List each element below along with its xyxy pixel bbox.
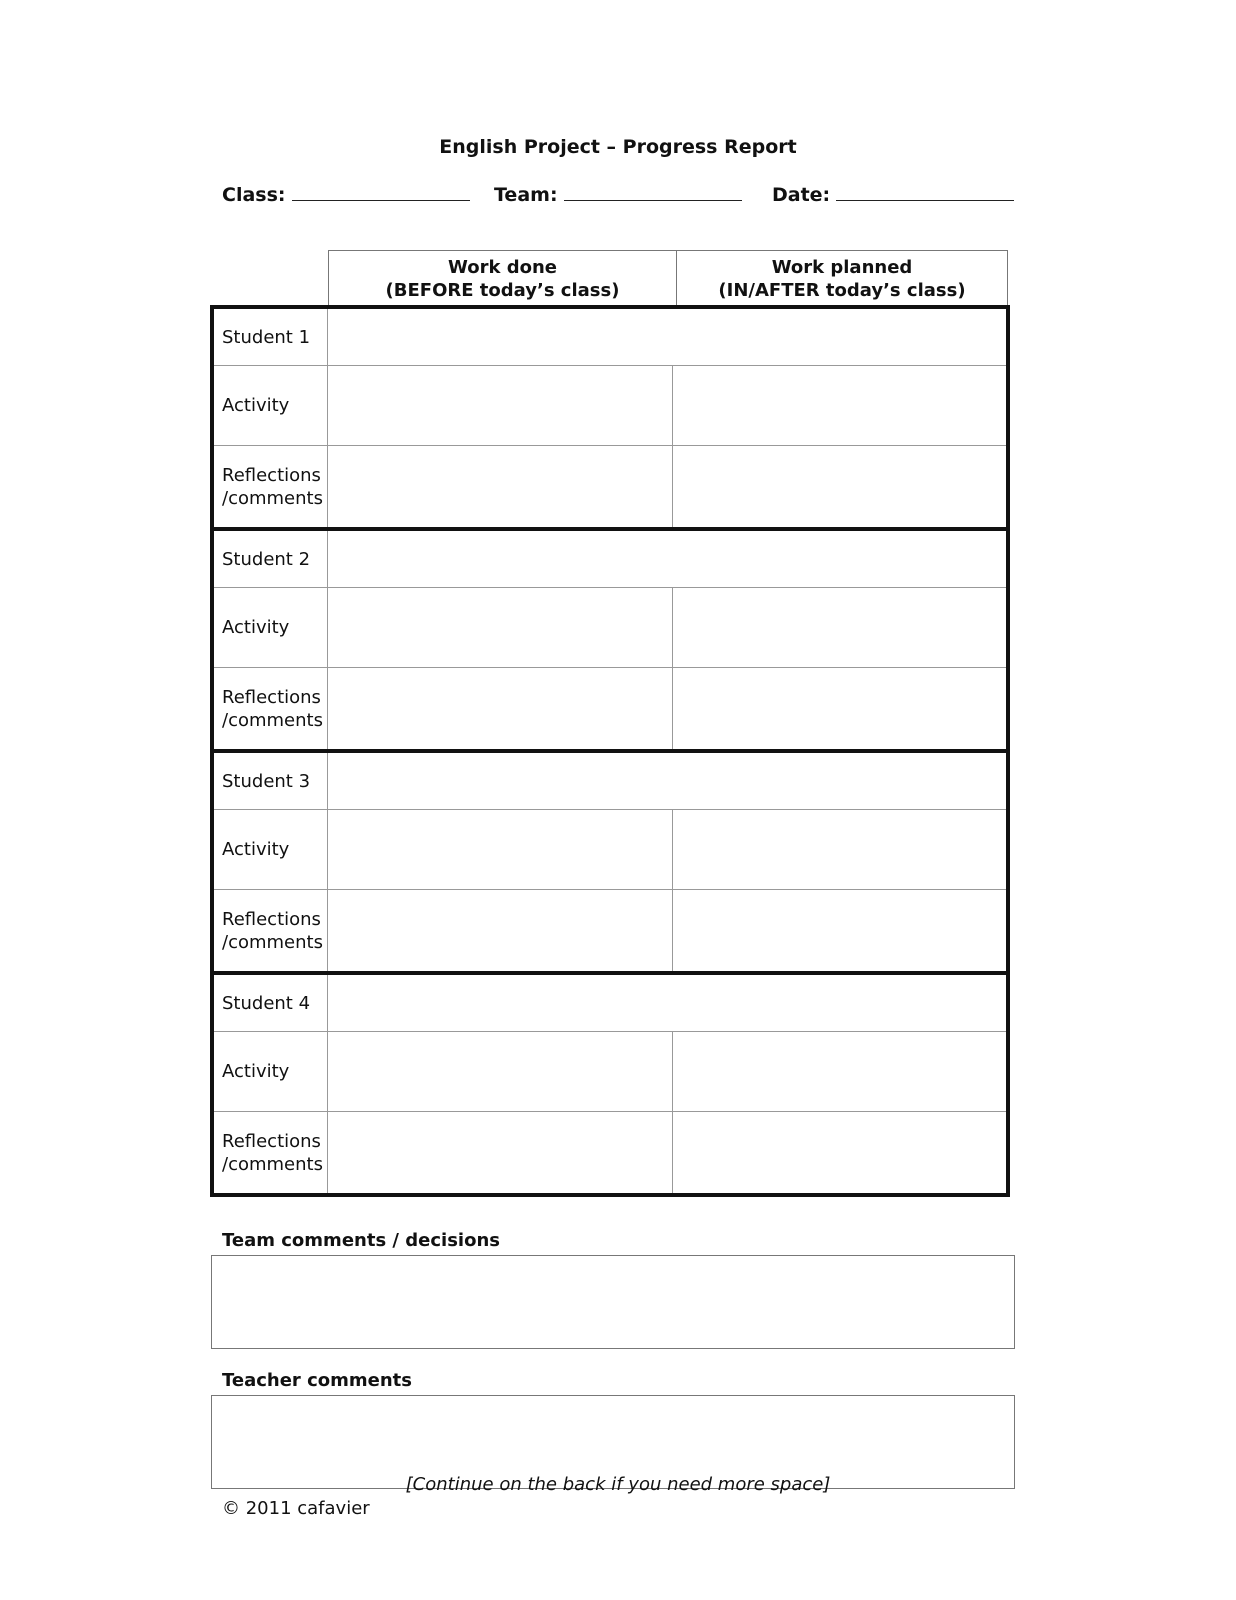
date-field[interactable]	[772, 182, 1014, 206]
student-block	[210, 305, 1010, 531]
work-done-cell[interactable]	[328, 810, 673, 889]
team-blank-line[interactable]	[564, 182, 742, 201]
work-done-cell[interactable]	[328, 1112, 673, 1193]
teacher-comments-label: Teacher comments	[222, 1370, 412, 1391]
student-name-row[interactable]	[214, 531, 1006, 587]
activity-label: Activity	[214, 810, 328, 889]
activity-row[interactable]	[214, 587, 1006, 667]
student-block	[210, 971, 1010, 1197]
work-done-title: Work done	[448, 257, 557, 278]
work-planned-subtitle: (IN/AFTER today’s class)	[718, 280, 966, 301]
reflections-row[interactable]	[214, 667, 1006, 749]
work-done-cell[interactable]	[328, 588, 673, 667]
activity-row[interactable]	[214, 1031, 1006, 1111]
activity-row[interactable]	[214, 365, 1006, 445]
student-name-row[interactable]	[214, 753, 1006, 809]
team-label: Team:	[494, 184, 558, 206]
student-name-label: Student 3	[214, 753, 328, 809]
team-comments-box[interactable]	[211, 1255, 1015, 1349]
activity-label: Activity	[214, 366, 328, 445]
student-name-label: Student 2	[214, 531, 328, 587]
work-done-cell[interactable]	[328, 890, 673, 971]
date-label: Date:	[772, 184, 831, 206]
work-done-subtitle: (BEFORE today’s class)	[385, 280, 620, 301]
student-block	[210, 527, 1010, 753]
student-name-label: Student 1	[214, 309, 328, 365]
page-title: English Project – Progress Report	[439, 136, 797, 158]
activity-label: Activity	[214, 1032, 328, 1111]
work-done-header	[329, 251, 677, 307]
work-done-cell[interactable]	[328, 366, 673, 445]
activity-row[interactable]	[214, 809, 1006, 889]
reflections-label: Reflections /comments	[214, 668, 328, 749]
date-blank-line[interactable]	[836, 182, 1014, 201]
reflections-label: Reflections /comments	[214, 1112, 328, 1193]
student-name-row[interactable]	[214, 975, 1006, 1031]
reflections-label: Reflections /comments	[214, 890, 328, 971]
class-field[interactable]	[222, 182, 470, 206]
work-planned-title: Work planned	[771, 257, 913, 278]
class-blank-line[interactable]	[292, 182, 470, 201]
team-field[interactable]	[494, 182, 742, 206]
copyright: © 2011 cafavier	[222, 1498, 370, 1519]
student-name-label: Student 4	[214, 975, 328, 1031]
reflections-row[interactable]	[214, 445, 1006, 527]
reflections-row[interactable]	[214, 1111, 1006, 1193]
continue-note: [Continue on the back if you need more space]	[405, 1474, 831, 1495]
work-done-cell[interactable]	[328, 446, 673, 527]
team-comments-label: Team comments / decisions	[222, 1230, 500, 1251]
reflections-label: Reflections /comments	[214, 446, 328, 527]
class-label: Class:	[222, 184, 286, 206]
reflections-row[interactable]	[214, 889, 1006, 971]
work-done-cell[interactable]	[328, 1032, 673, 1111]
student-name-row[interactable]	[214, 309, 1006, 365]
activity-label: Activity	[214, 588, 328, 667]
work-planned-header	[677, 251, 1007, 307]
progress-table	[210, 305, 1010, 1197]
column-headers	[328, 250, 1008, 306]
student-block	[210, 749, 1010, 975]
work-done-cell[interactable]	[328, 668, 673, 749]
